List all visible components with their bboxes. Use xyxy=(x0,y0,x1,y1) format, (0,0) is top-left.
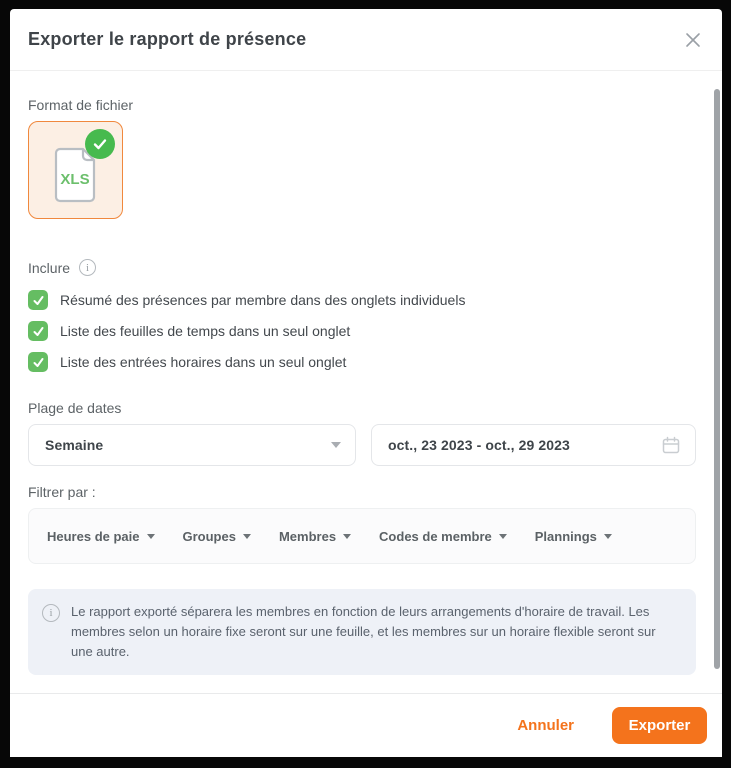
selected-check-badge xyxy=(85,129,115,159)
close-icon xyxy=(683,30,703,50)
filter-member-codes[interactable] xyxy=(379,529,507,544)
date-range-label: Plage de dates xyxy=(28,400,122,416)
include-option-timesheets xyxy=(28,320,696,342)
info-note xyxy=(28,589,696,675)
filter-label: Codes de membre xyxy=(379,528,492,544)
filter-panel xyxy=(28,508,696,564)
filter-groups[interactable] xyxy=(183,529,251,544)
info-icon: i xyxy=(42,604,60,622)
checkbox-label: Résumé des présences par membre dans des onglets individuels xyxy=(60,292,466,308)
modal-body xyxy=(10,71,722,693)
scrollbar[interactable] xyxy=(714,89,720,669)
info-icon[interactable]: i xyxy=(79,259,96,276)
filter-members[interactable] xyxy=(279,529,351,544)
export-button[interactable]: Exporter xyxy=(612,707,707,744)
check-icon xyxy=(32,294,45,307)
checkbox-checked[interactable] xyxy=(28,321,48,341)
filter-label: Plannings xyxy=(534,528,597,544)
filter-schedules[interactable] xyxy=(535,529,612,544)
modal-header xyxy=(10,9,722,71)
check-icon xyxy=(92,136,108,152)
chevron-down-icon xyxy=(499,534,507,539)
export-report-modal xyxy=(10,9,722,757)
filter-label: Heures de paie xyxy=(47,528,140,544)
period-select[interactable] xyxy=(28,424,356,466)
chevron-down-icon xyxy=(147,534,155,539)
close-button[interactable] xyxy=(681,28,705,52)
filter-pay-hours[interactable] xyxy=(47,529,155,544)
date-range-row xyxy=(28,424,696,466)
checkbox-label: Liste des feuilles de temps dans un seul onglet xyxy=(60,323,351,339)
checkbox-checked[interactable] xyxy=(28,290,48,310)
checkbox-label: Liste des entrées horaires dans un seul onglet xyxy=(60,354,347,370)
modal-title: Exporter le rapport de présence xyxy=(28,29,307,49)
include-label: Inclure xyxy=(28,259,71,276)
date-range-value: oct., 23 2023 - oct., 29 2023 xyxy=(388,437,570,453)
date-range-input[interactable] xyxy=(371,424,696,466)
include-header xyxy=(28,259,696,276)
chevron-down-icon xyxy=(604,534,612,539)
filter-label: Membres xyxy=(278,528,337,544)
chevron-down-icon xyxy=(331,442,341,448)
xls-text: XLS xyxy=(59,171,90,188)
chevron-down-icon xyxy=(243,534,251,539)
file-format-label: Format de fichier xyxy=(28,97,134,113)
check-icon xyxy=(32,325,45,338)
include-option-time-entries xyxy=(28,351,696,373)
calendar-icon xyxy=(661,435,681,455)
period-select-value: Semaine xyxy=(45,437,104,453)
include-option-summary xyxy=(28,289,696,311)
filter-by-label: Filtrer par : xyxy=(28,484,96,500)
cancel-button[interactable]: Annuler xyxy=(509,711,582,740)
filter-label: Groupes xyxy=(182,528,236,544)
chevron-down-icon xyxy=(343,534,351,539)
checkbox-checked[interactable] xyxy=(28,352,48,372)
file-format-option-xls[interactable] xyxy=(28,121,123,219)
check-icon xyxy=(32,356,45,369)
modal-footer xyxy=(10,693,722,757)
info-note-text: Le rapport exporté séparera les membres en fonction de leurs arrangements d'horaire de travail. Les membres selon un horaire fixe seront sur une feuille, et les membres sur un horaire flexible seront sur une autre. xyxy=(71,604,656,659)
